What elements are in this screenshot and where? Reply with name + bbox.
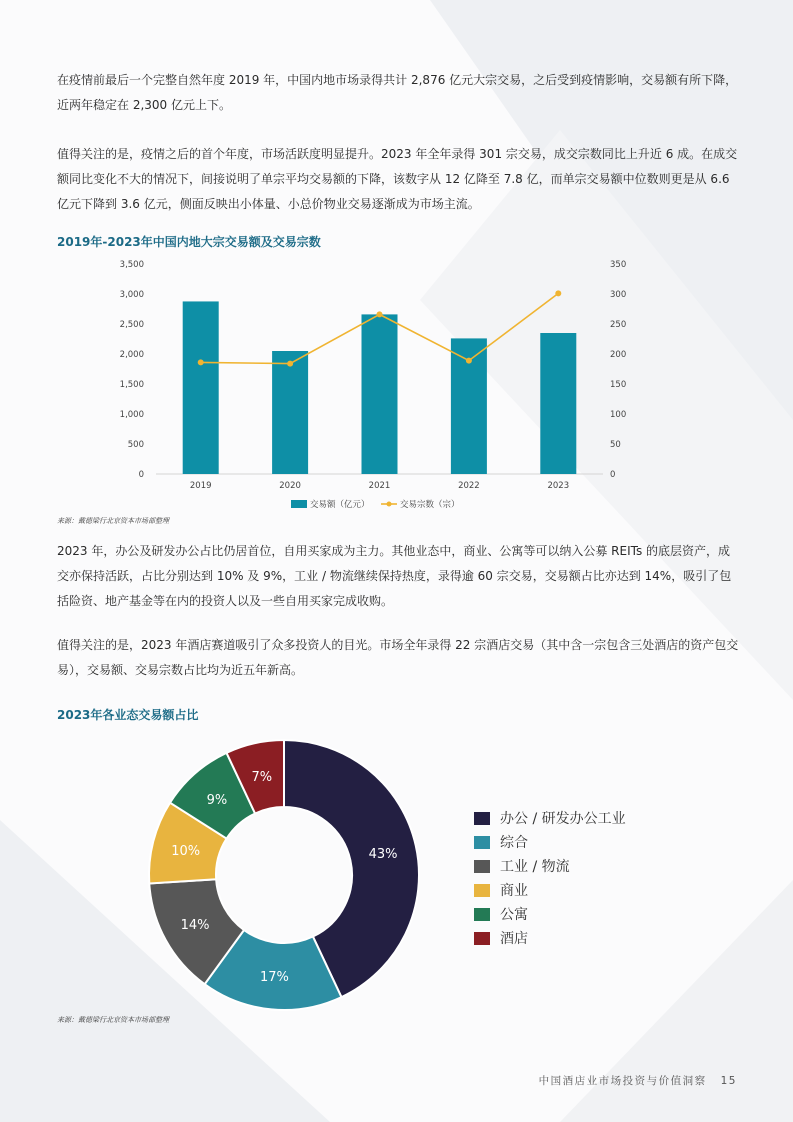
chart1-legend (291, 499, 460, 510)
chart1-source: 来源：戴德梁行北京资本市场部整理 (57, 517, 169, 525)
deal-volume-chart (0, 250, 793, 520)
legend-bar-label: 交易额（亿元） (310, 500, 370, 510)
donut-slice-label: 14% (180, 917, 210, 933)
line-point-2023 (555, 290, 561, 296)
line-point-2019 (198, 359, 204, 365)
bar-series (183, 301, 577, 474)
donut-slice-label: 17% (259, 970, 289, 986)
donut-slice-label: 43% (368, 846, 398, 862)
donut-slice-label: 9% (206, 792, 228, 808)
page-number: 15 (720, 1075, 737, 1087)
chart2-title: 2023年各业态交易额占比 (57, 708, 199, 722)
legend-swatch (474, 812, 490, 825)
donut-legend (474, 806, 626, 950)
paragraph-1: 在疫情前最后一个完整自然年度 2019 年，中国内地市场录得共计 2,876 亿元大宗交易，之后受到疫情影响，交易额有所下降，近两年稳定在 2,300 亿元上下。 (57, 73, 738, 112)
donut-legend-item (474, 926, 626, 950)
left-tick-label: 3,500 (119, 260, 144, 270)
paragraph-4: 值得关注的是，2023 年酒店赛道吸引了众多投资人的目光。市场全年录得 22 宗酒店交易（其中含一宗包含三处酒店的资产包交易），交易额、交易宗数占比均为近五年新高。 (57, 638, 739, 677)
paragraph-2: 值得关注的是，疫情之后的首个年度，市场活跃度明显提升。2023 年全年录得 301 宗交易，成交宗数同比上升近 6 成。在成交额同比变化不大的情况下，间接说明了单宗平均交易额的下降，该数字从 12 亿降至 7.8 亿，而单宗交易额中位数则更是从 6.6 亿元下降到 3.6 亿元，侧面反映出小体量、小总价物业交易逐渐成为市场主流。 (57, 147, 738, 211)
left-axis-ticks (120, 260, 144, 480)
legend-label: 综合 (500, 835, 528, 851)
footer-title: 中国酒店业市场投资与价值洞察 (538, 1075, 707, 1087)
bar-2021 (362, 314, 398, 474)
legend-swatch (474, 884, 490, 897)
paragraph-3: 2023 年，办公及研发办公占比仍居首位，自用买家成为主力。其他业态中，商业、公寓等可以纳入公募 REITs 的底层资产，成交亦保持活跃，占比分别达到 10% 及 9%，工业 / 物流继续保持热度，录得逾 60 宗交易，交易额占比亦达到 14%，吸引了包括险资、地产基金等在内的投资人以及一些自用买家完成收购。 (57, 544, 732, 608)
donut-legend-item (474, 854, 626, 878)
left-tick-label: 3,000 (119, 290, 144, 300)
donut-legend-item (474, 878, 626, 902)
x-tick-label: 2023 (547, 481, 570, 491)
x-tick-label: 2021 (368, 481, 391, 491)
bar-2019 (183, 301, 219, 474)
line-point-2021 (377, 311, 383, 317)
left-tick-label: 2,000 (119, 350, 144, 360)
left-tick-label: 0 (138, 470, 144, 480)
right-tick-label: 50 (610, 440, 621, 450)
chart2-source: 来源：戴德梁行北京资本市场部整理 (57, 1016, 169, 1024)
line-point-2022 (466, 358, 472, 364)
right-tick-label: 250 (610, 320, 627, 330)
left-tick-label: 1,000 (119, 410, 144, 420)
right-tick-label: 350 (610, 260, 627, 270)
donut-slice-label: 7% (251, 769, 273, 785)
left-tick-label: 500 (127, 440, 144, 450)
bar-2023 (540, 333, 576, 474)
legend-swatch (474, 908, 490, 921)
left-tick-label: 1,500 (119, 380, 144, 390)
donut-legend-item (474, 902, 626, 926)
legend-label: 酒店 (500, 931, 528, 947)
line-point-2020 (287, 361, 293, 367)
x-tick-label: 2020 (279, 481, 301, 491)
right-tick-label: 300 (610, 290, 627, 300)
x-tick-label: 2022 (458, 481, 480, 491)
page-footer (539, 1073, 737, 1088)
x-axis-labels (190, 481, 569, 491)
right-axis-ticks (610, 260, 626, 480)
right-tick-label: 100 (610, 410, 627, 420)
donut-legend-item (474, 830, 626, 854)
legend-label: 办公 / 研发办公工业 (500, 811, 626, 827)
legend-line-label: 交易宗数（宗） (400, 500, 460, 510)
donut-legend-item (474, 806, 626, 830)
legend-swatch (474, 860, 490, 873)
legend-swatch (474, 932, 490, 945)
legend-label: 公寓 (500, 907, 528, 923)
sector-share-donut (135, 728, 435, 1018)
right-tick-label: 0 (610, 470, 616, 480)
chart1-title: 2019年-2023年中国内地大宗交易额及交易宗数 (57, 235, 321, 249)
legend-label: 工业 / 物流 (500, 859, 570, 875)
left-tick-label: 2,500 (119, 320, 144, 330)
legend-bar-swatch (291, 500, 307, 508)
legend-line-marker (387, 502, 392, 507)
donut-slice-label: 10% (171, 843, 201, 859)
x-tick-label: 2019 (189, 481, 212, 491)
bar-2020 (272, 351, 308, 474)
legend-label: 商业 (500, 883, 528, 899)
right-tick-label: 150 (610, 380, 627, 390)
legend-swatch (474, 836, 490, 849)
right-tick-label: 200 (610, 350, 627, 360)
